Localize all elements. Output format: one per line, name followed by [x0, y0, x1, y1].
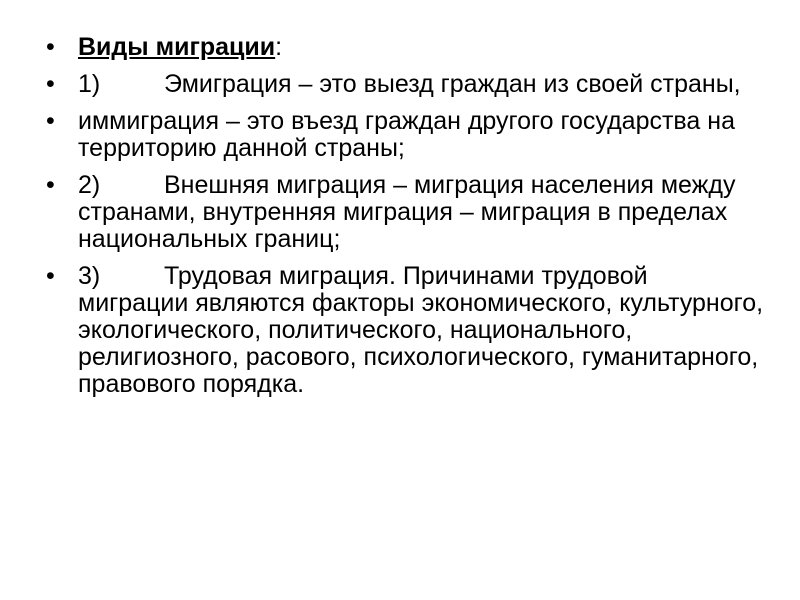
bullet-dot-icon: • — [46, 171, 55, 199]
bullet-item-1 — [44, 71, 764, 98]
item-text: Внешняя миграция – миграция населения между странами, внутренняя миграция – миграция в пределах национальных границ; — [78, 171, 736, 253]
bullet-dot-icon: • — [46, 33, 55, 61]
bullet-item-4 — [44, 263, 764, 398]
bullet-dot-icon: • — [46, 107, 55, 135]
bullet-dot-icon: • — [46, 70, 55, 98]
bullet-item-3 — [44, 172, 764, 253]
item-number: 1) — [78, 70, 101, 98]
item-text: иммиграция – это въезд граждан другого государства на территорию данной страны; — [78, 107, 735, 162]
bullet-item-heading — [44, 34, 764, 61]
slide-heading: Виды миграции — [78, 33, 276, 61]
item-text: Трудовая миграция. Причинами трудовой миграции являются факторы экономического, культурного, экологического, политического, национального, религиозного, расового, психологического, гуманитарного, правового порядка. — [78, 262, 764, 398]
slide-heading-colon: : — [275, 33, 283, 61]
bullet-list — [44, 34, 764, 408]
bullet-item-2 — [44, 108, 764, 162]
item-number: 2) — [78, 171, 101, 199]
item-number: 3) — [78, 262, 101, 290]
bullet-dot-icon: • — [46, 262, 55, 290]
item-text: Эмиграция – это выезд граждан из своей страны, — [164, 70, 741, 98]
